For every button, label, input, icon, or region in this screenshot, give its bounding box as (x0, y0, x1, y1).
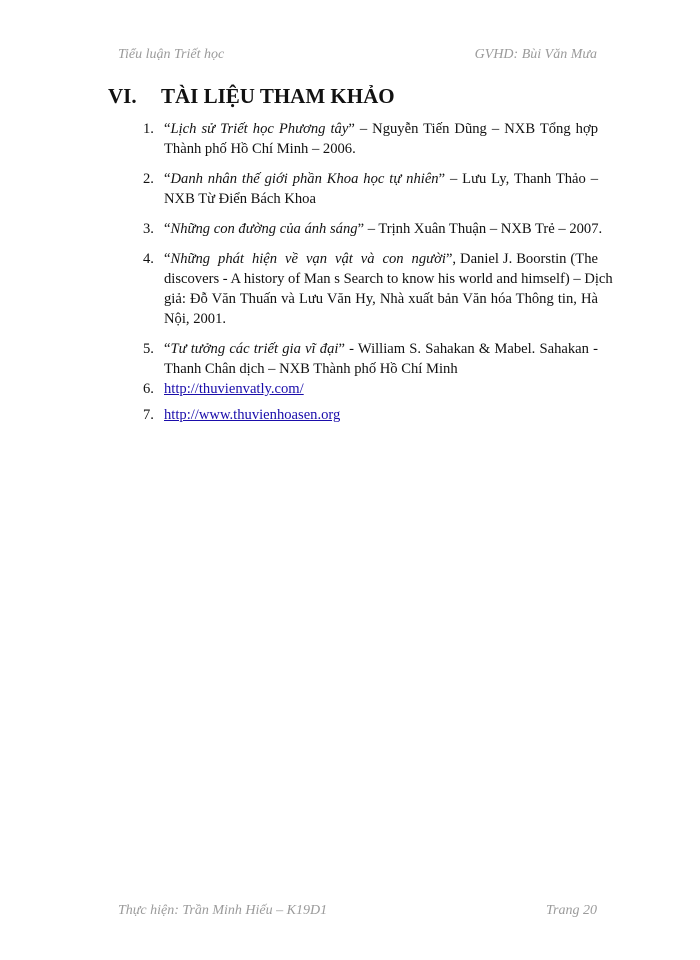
reference-text: ” – Nguyễn Tiến Dũng – NXB Tổng hợp (348, 121, 598, 137)
reference-title: Những con đường của ánh sáng (170, 221, 358, 237)
quote: “ (164, 341, 171, 357)
reference-link[interactable]: http://www.thuvienhoasen.org (164, 407, 341, 423)
reference-link[interactable]: http://thuvienvatly.com/ (164, 381, 304, 397)
header-left: Tiểu luận Triết học (118, 47, 225, 62)
reference-text: Nội, 2001. (164, 311, 227, 327)
footer-left: Thực hiện: Trần Minh Hiếu – K19D1 (118, 903, 328, 918)
reference-text: giả: Đỗ Văn Thuấn và Lưu Văn Hy, Nhà xuất bản Văn hóa Thông tin, Hà (164, 291, 598, 307)
quote: “ (164, 221, 171, 237)
item-number: 7. (143, 407, 154, 423)
reference-text: Thành phố Hồ Chí Minh – 2006. (164, 141, 356, 157)
reference-item (143, 249, 613, 329)
reference-title: Những phát hiện về vạn vật và con người (170, 251, 446, 267)
reference-text: NXB Từ Điển Bách Khoa (164, 191, 316, 207)
reference-item (143, 169, 598, 209)
item-number: 6. (143, 381, 154, 397)
reference-item (143, 119, 598, 159)
quote: “ (164, 251, 171, 267)
item-number: 3. (143, 221, 154, 237)
item-number: 1. (143, 121, 154, 137)
quote: “ (164, 121, 171, 137)
reference-item (143, 339, 598, 379)
reference-item (143, 219, 603, 239)
reference-text: ” – Lưu Ly, Thanh Thảo – (438, 171, 598, 187)
reference-item (143, 379, 598, 399)
reference-item (143, 405, 598, 425)
reference-text: ” – Trịnh Xuân Thuận – NXB Trẻ – 2007. (357, 221, 603, 237)
page-number: Trang 20 (546, 903, 597, 918)
reference-text: ”, Daniel J. Boorstin (The (445, 251, 598, 267)
reference-text: discovers - A history of Man s Search to know his world and himself) – Dịch (164, 271, 613, 287)
reference-title: Lịch sử Triết học Phương tây (170, 121, 349, 137)
item-number: 4. (143, 251, 154, 267)
item-number: 2. (143, 171, 154, 187)
section-heading (108, 84, 395, 109)
section-number: VI. (108, 84, 137, 108)
quote: “ (164, 171, 171, 187)
reference-title: Tư tưởng các triết gia vĩ đại (170, 341, 339, 357)
reference-title: Danh nhân thế giới phần Khoa học tự nhiên (170, 171, 439, 187)
reference-text: ” - William S. Sahakan & Mabel. Sahakan - (338, 341, 598, 357)
item-number: 5. (143, 341, 154, 357)
header-right: GVHD: Bùi Văn Mưa (474, 47, 597, 62)
reference-text: Thanh Chân dịch – NXB Thành phố Hồ Chí Minh (164, 361, 458, 377)
section-title: TÀI LIỆU THAM KHẢO (161, 84, 395, 108)
